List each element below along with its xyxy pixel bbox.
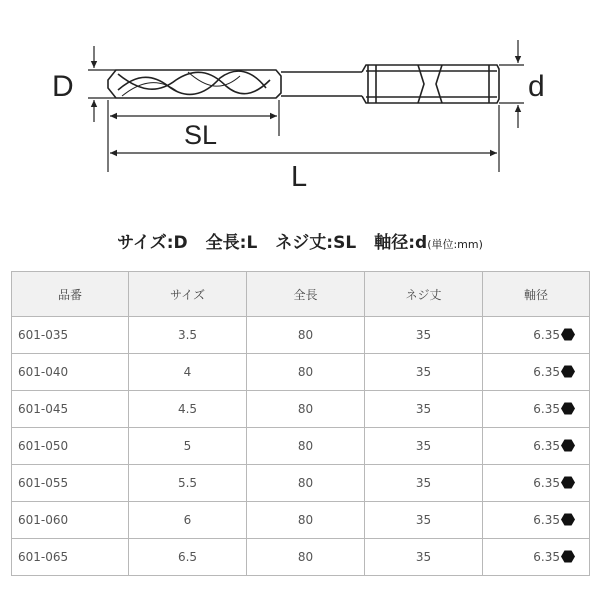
thread-length-value: 35 xyxy=(415,402,432,416)
product-code: 601-055 xyxy=(18,476,69,490)
cell-size xyxy=(129,354,247,391)
size-value: 6 xyxy=(183,513,192,527)
cell-product-code xyxy=(12,428,129,465)
legend-unit: (単位:mm) xyxy=(427,238,483,251)
drill-bit-diagram xyxy=(0,0,600,215)
cell-size xyxy=(129,465,247,502)
header-shaft-diameter: 軸径 xyxy=(483,272,590,317)
header-thread-length: ネジ丈 xyxy=(365,272,483,317)
cell-length xyxy=(247,502,365,539)
cell-thread-length xyxy=(365,465,483,502)
size-value: 3.5 xyxy=(177,328,198,342)
cell-thread-length xyxy=(365,428,483,465)
legend-length-label: 全長: xyxy=(205,233,247,253)
label-d: d xyxy=(528,70,545,103)
dimension-legend xyxy=(0,228,600,253)
cell-shaft-diameter xyxy=(483,539,590,576)
legend-size-label: サイズ: xyxy=(117,233,174,253)
table-body xyxy=(12,317,590,576)
cell-shaft-diameter xyxy=(483,391,590,428)
table-row xyxy=(12,465,590,502)
header-length: 全長 xyxy=(247,272,365,317)
size-value: 5 xyxy=(183,439,192,453)
cell-product-code xyxy=(12,465,129,502)
cell-length xyxy=(247,428,365,465)
product-code: 601-045 xyxy=(18,402,69,416)
cell-length xyxy=(247,317,365,354)
cell-length xyxy=(247,539,365,576)
cell-product-code xyxy=(12,539,129,576)
cell-product-code xyxy=(12,317,129,354)
drill-flute-body xyxy=(108,70,281,98)
size-value: 4 xyxy=(183,365,192,379)
thread-length-value: 35 xyxy=(415,365,432,379)
length-value: 80 xyxy=(297,365,314,379)
shaft-diameter-value: 6.35 xyxy=(533,550,560,564)
legend-length-symbol: L xyxy=(246,233,258,253)
cell-product-code xyxy=(12,354,129,391)
table-header-row xyxy=(12,272,590,317)
product-code: 601-060 xyxy=(18,513,69,527)
table-row xyxy=(12,428,590,465)
length-value: 80 xyxy=(297,328,314,342)
cell-thread-length xyxy=(365,502,483,539)
legend-thread-label: ネジ丈: xyxy=(275,233,334,253)
table-row xyxy=(12,391,590,428)
cell-product-code xyxy=(12,391,129,428)
cell-shaft-diameter xyxy=(483,502,590,539)
size-value: 5.5 xyxy=(177,476,198,490)
table-row xyxy=(12,502,590,539)
legend-thread-symbol: SL xyxy=(333,233,357,253)
dimension-D xyxy=(88,46,116,122)
hexagon-icon xyxy=(561,550,575,563)
shaft-diameter-value: 6.35 xyxy=(533,476,560,490)
cell-shaft-diameter xyxy=(483,317,590,354)
spec-table xyxy=(11,271,590,576)
table-row xyxy=(12,317,590,354)
hexagon-icon xyxy=(561,402,575,415)
label-SL: SL xyxy=(184,120,218,150)
header-size: サイズ xyxy=(129,272,247,317)
cell-size xyxy=(129,502,247,539)
shaft-diameter-value: 6.35 xyxy=(533,402,560,416)
product-code: 601-040 xyxy=(18,365,69,379)
dimension-d xyxy=(499,40,524,128)
hexagon-icon xyxy=(561,328,575,341)
cell-thread-length xyxy=(365,354,483,391)
cell-length xyxy=(247,465,365,502)
hexagon-icon xyxy=(561,513,575,526)
table-row xyxy=(12,354,590,391)
cell-product-code xyxy=(12,502,129,539)
legend-shaft-label: 軸径: xyxy=(374,233,416,253)
shaft-diameter-value: 6.35 xyxy=(533,328,560,342)
hex-shank xyxy=(362,65,499,103)
cell-shaft-diameter xyxy=(483,354,590,391)
size-value: 6.5 xyxy=(177,550,198,564)
thread-length-value: 35 xyxy=(415,439,432,453)
shaft-diameter-value: 6.35 xyxy=(533,513,560,527)
length-value: 80 xyxy=(297,513,314,527)
cell-size xyxy=(129,391,247,428)
label-L: L xyxy=(291,161,308,193)
thread-length-value: 35 xyxy=(415,513,432,527)
hexagon-icon xyxy=(561,476,575,489)
thread-length-value: 35 xyxy=(415,328,432,342)
hexagon-icon xyxy=(561,439,575,452)
length-value: 80 xyxy=(297,439,314,453)
product-code: 601-050 xyxy=(18,439,69,453)
cell-shaft-diameter xyxy=(483,428,590,465)
cell-shaft-diameter xyxy=(483,465,590,502)
cell-thread-length xyxy=(365,391,483,428)
size-value: 4.5 xyxy=(177,402,198,416)
cell-size xyxy=(129,317,247,354)
thread-length-value: 35 xyxy=(415,550,432,564)
cell-length xyxy=(247,354,365,391)
legend-shaft-symbol: d xyxy=(415,233,428,253)
product-code: 601-035 xyxy=(18,328,69,342)
label-D: D xyxy=(52,70,74,103)
length-value: 80 xyxy=(297,550,314,564)
header-product-code: 品番 xyxy=(12,272,129,317)
table-row xyxy=(12,539,590,576)
shaft-diameter-value: 6.35 xyxy=(533,439,560,453)
length-value: 80 xyxy=(297,402,314,416)
length-value: 80 xyxy=(297,476,314,490)
shaft-diameter-value: 6.35 xyxy=(533,365,560,379)
legend-size-symbol: D xyxy=(173,233,188,253)
cell-size xyxy=(129,539,247,576)
cell-thread-length xyxy=(365,317,483,354)
cell-size xyxy=(129,428,247,465)
cell-length xyxy=(247,391,365,428)
cell-thread-length xyxy=(365,539,483,576)
product-code: 601-065 xyxy=(18,550,69,564)
drill-shaft xyxy=(281,72,362,96)
thread-length-value: 35 xyxy=(415,476,432,490)
hexagon-icon xyxy=(561,365,575,378)
